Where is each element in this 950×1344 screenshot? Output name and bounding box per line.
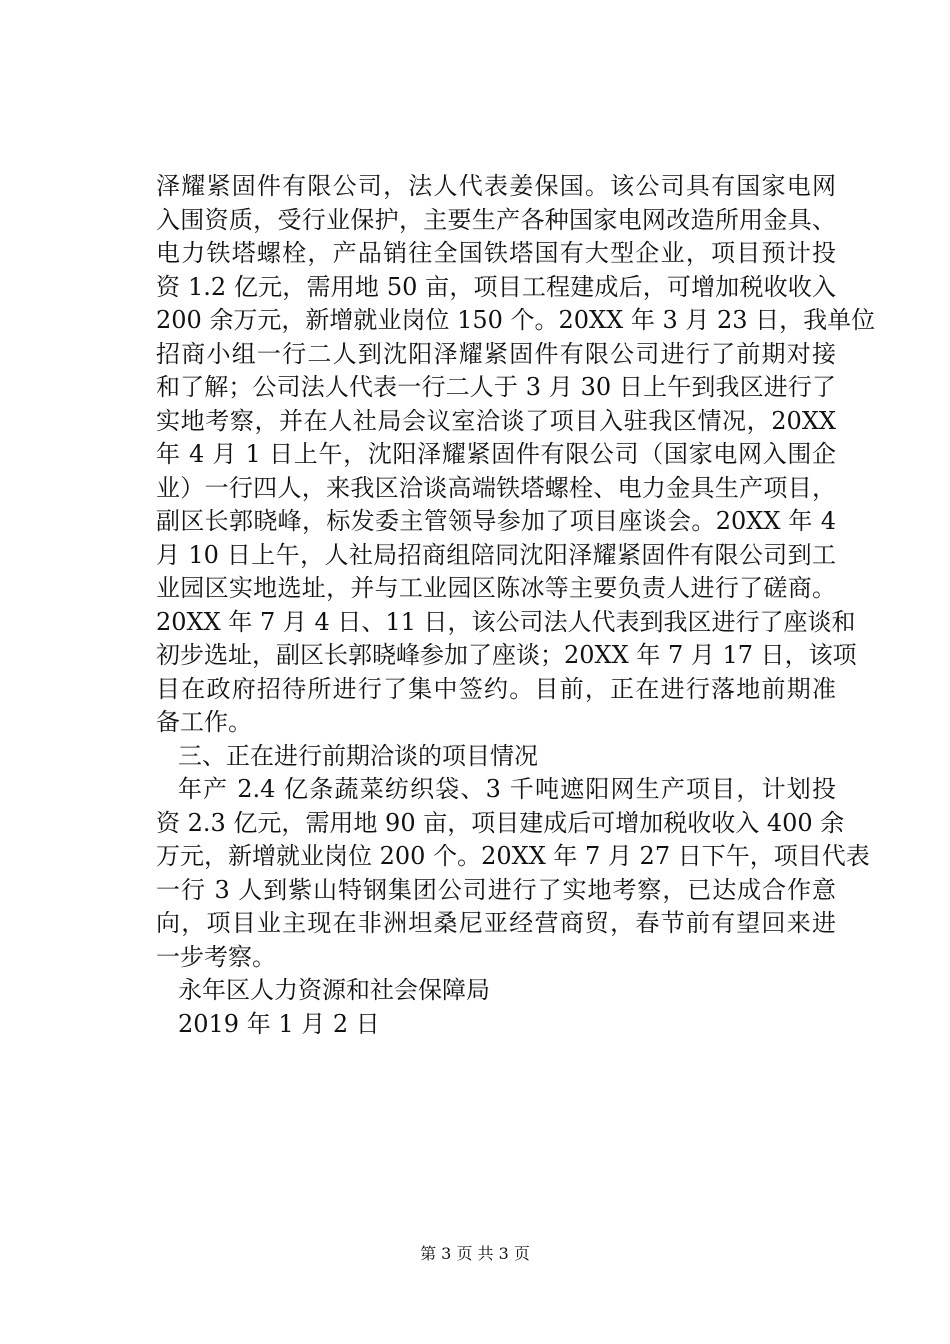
body-line-22: 一行 3 人到紫山特钢集团公司进行了实地考察，已达成合作意 xyxy=(156,875,836,904)
body-line-20: 资 2.3 亿元，需用地 90 亩，项目建成后可增加税收收入 400 余 xyxy=(156,808,845,837)
body-line-13: 业园区实地选址，并与工业园区陈冰等主要负责人进行了磋商。 xyxy=(156,574,836,602)
body-line-1: 泽耀紧固件有限公司，法人代表姜保国。该公司具有国家电网 xyxy=(156,172,836,200)
body-line-11: 副区长郭晓峰，标发委主管领导参加了项目座谈会。20XX 年 4 xyxy=(156,507,836,535)
body-line-21: 万元，新增就业岗位 200 个。20XX 年 7 月 27 日下午，项目代表 xyxy=(156,842,870,870)
signature-organization: 永年区人力资源和社会保障局 xyxy=(178,976,490,1004)
body-line-17: 备工作。 xyxy=(156,708,252,736)
body-line-14: 20XX 年 7 月 4 日、11 日，该公司法人代表到我区进行了座谈和 xyxy=(156,607,856,636)
body-line-9: 年 4 月 1 日上午，沈阳泽耀紧固件有限公司（国家电网入围企 xyxy=(156,440,836,468)
body-line-3: 电力铁塔螺栓，产品销往全国铁塔国有大型企业，项目预计投 xyxy=(156,239,836,267)
page-footer: 第 3 页 共 3 页 xyxy=(420,1244,530,1263)
body-line-6: 招商小组一行二人到沈阳泽耀紧固件有限公司进行了前期对接 xyxy=(156,339,836,368)
body-line-10: 业）一行四人，来我区洽谈高端铁塔螺栓、电力金具生产项目， xyxy=(156,473,836,502)
body-line-24: 一步考察。 xyxy=(156,942,276,971)
body-line-2: 入围资质，受行业保护，主要生产各种国家电网改造所用金具、 xyxy=(156,205,836,234)
body-line-23: 向，项目业主现在非洲坦桑尼亚经营商贸，春节前有望回来进 xyxy=(156,909,836,937)
body-line-4: 资 1.2 亿元，需用地 50 亩，项目工程建成后，可增加税收收入 xyxy=(156,272,836,301)
section-heading: 三、正在进行前期洽谈的项目情况 xyxy=(178,741,538,770)
body-line-12: 月 10 日上午，人社局招商组陪同沈阳泽耀紧固件有限公司到工 xyxy=(156,540,836,569)
body-line-7: 和了解；公司法人代表一行二人于 3 月 30 日上午到我区进行了 xyxy=(156,373,836,401)
body-line-5: 200 余万元，新增就业岗位 150 个。20XX 年 3 月 23 日，我单位 xyxy=(156,306,876,334)
signature-date: 2019 年 1 月 2 日 xyxy=(178,1009,380,1038)
body-line-8: 实地考察，并在人社局会议室洽谈了项目入驻我区情况，20XX xyxy=(156,406,836,435)
body-line-15: 初步选址，副区长郭晓峰参加了座谈；20XX 年 7 月 17 日，该项 xyxy=(156,641,857,669)
body-line-16: 目在政府招待所进行了集中签约。目前，正在进行落地前期准 xyxy=(156,674,836,703)
document-body xyxy=(156,170,876,1041)
body-line-19: 年产 2.4 亿条蔬菜纺织袋、3 千吨遮阳网生产项目，计划投 xyxy=(178,775,836,803)
